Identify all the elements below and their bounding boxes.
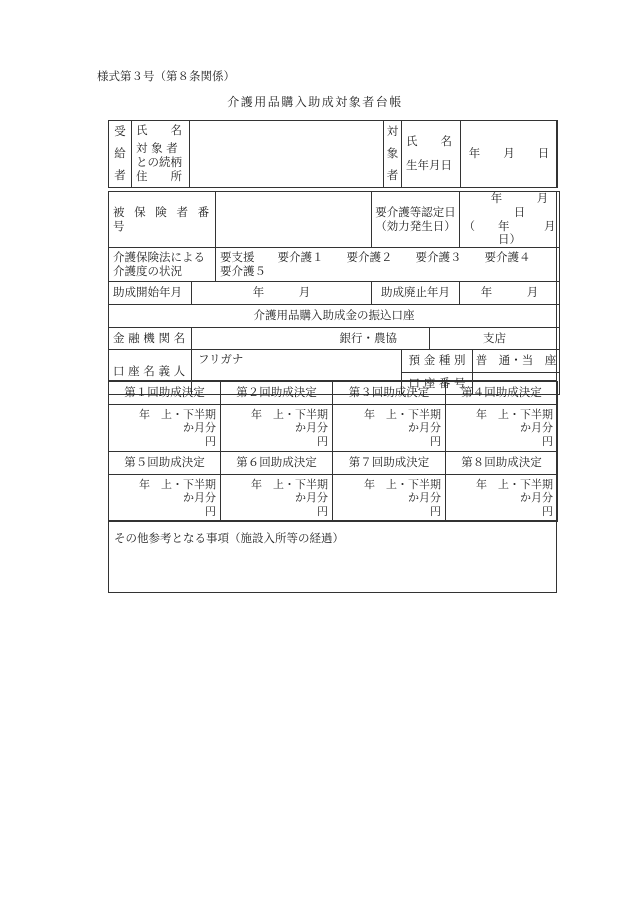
insurance-section [108, 191, 591, 390]
recipient-side-label: 受 給 者 [109, 121, 132, 188]
account-number-label: 口 座 番 号 [402, 373, 473, 395]
decision-cell[interactable]: 年 上・下半期 か月分 円 [221, 405, 333, 452]
furigana-label: フリガナ [198, 352, 244, 367]
bank-section-title: 介護用品購入助成金の振込口座 [109, 305, 560, 328]
decision-header: 第６回助成決定 [221, 452, 333, 475]
decision-section [108, 381, 557, 521]
start-month-label: 助成開始年月 [109, 282, 192, 305]
care-level-options[interactable]: 要支援 要介護１ 要介護２ 要介護３ 要介護４ 要介護５ [216, 248, 560, 282]
account-holder-label: 口 座 名 義 人 [109, 350, 192, 395]
end-month-label: 助成廃止年月 [372, 282, 460, 305]
form-number: 様式第３号（第８条関係） [97, 69, 235, 83]
decision-header: 第４回助成決定 [446, 382, 558, 405]
recipient-labels [132, 121, 190, 188]
insured-number-field[interactable] [216, 192, 372, 248]
insured-number-label: 被 保 険 者 番 号 [109, 192, 216, 248]
name-label: 氏 名 [136, 123, 182, 138]
deposit-type-label: 預 金 種 別 [402, 350, 473, 373]
decision-cell[interactable]: 年 上・下半期 か月分 円 [333, 405, 446, 452]
decision-cell[interactable]: 年 上・下半期 か月分 円 [109, 405, 221, 452]
decision-cell[interactable]: 年 上・下半期 か月分 円 [221, 475, 333, 522]
institution-label: 金 融 機 関 名 [109, 328, 192, 350]
relation-label-1: 対 象 者 [136, 141, 178, 156]
decision-header: 第１回助成決定 [109, 382, 221, 405]
target-side-label: 対 象 者 [384, 121, 402, 188]
branch-field[interactable]: 支店 [430, 328, 560, 350]
decision-cell[interactable]: 年 上・下半期 か月分 円 [109, 475, 221, 522]
decision-header: 第２回助成決定 [221, 382, 333, 405]
care-level-label: 介護保険法による 介護度の状況 [109, 248, 216, 282]
recipient-section [108, 120, 557, 188]
decision-header: 第７回助成決定 [333, 452, 446, 475]
institution-field[interactable]: 銀行・農協 [192, 328, 430, 350]
remarks-section[interactable] [108, 521, 557, 593]
certification-date-label: 要介護等認定日 （効力発生日） [372, 192, 460, 248]
decision-cell[interactable]: 年 上・下半期 か月分 円 [446, 475, 558, 522]
recipient-input-area[interactable] [190, 121, 384, 188]
relation-label-2: との続柄 [136, 155, 182, 169]
decision-cell[interactable]: 年 上・下半期 か月分 円 [333, 475, 446, 522]
target-labels [402, 121, 461, 188]
decision-header: 第５回助成決定 [109, 452, 221, 475]
document-title: 介護用品購入助成対象者台帳 [227, 95, 403, 109]
end-month-field[interactable]: 年 月 [460, 282, 560, 305]
deposit-type-field[interactable]: 普 通・当 座 [473, 350, 560, 373]
decision-header: 第８回助成決定 [446, 452, 558, 475]
start-month-field[interactable]: 年 月 [192, 282, 372, 305]
decision-cell[interactable]: 年 上・下半期 か月分 円 [446, 405, 558, 452]
birthdate-label: 生年月日 [406, 158, 452, 172]
remarks-label: その他参考となる事項（施設入所等の経過） [114, 531, 344, 545]
target-name-label: 氏 名 [406, 134, 452, 149]
certification-date-field[interactable]: 年 月 日 （ 年 月 日） [460, 192, 560, 248]
address-label: 住 所 [136, 168, 182, 183]
decision-header: 第３回助成決定 [333, 382, 446, 405]
birthdate-field[interactable]: 年 月 日 [461, 121, 558, 188]
